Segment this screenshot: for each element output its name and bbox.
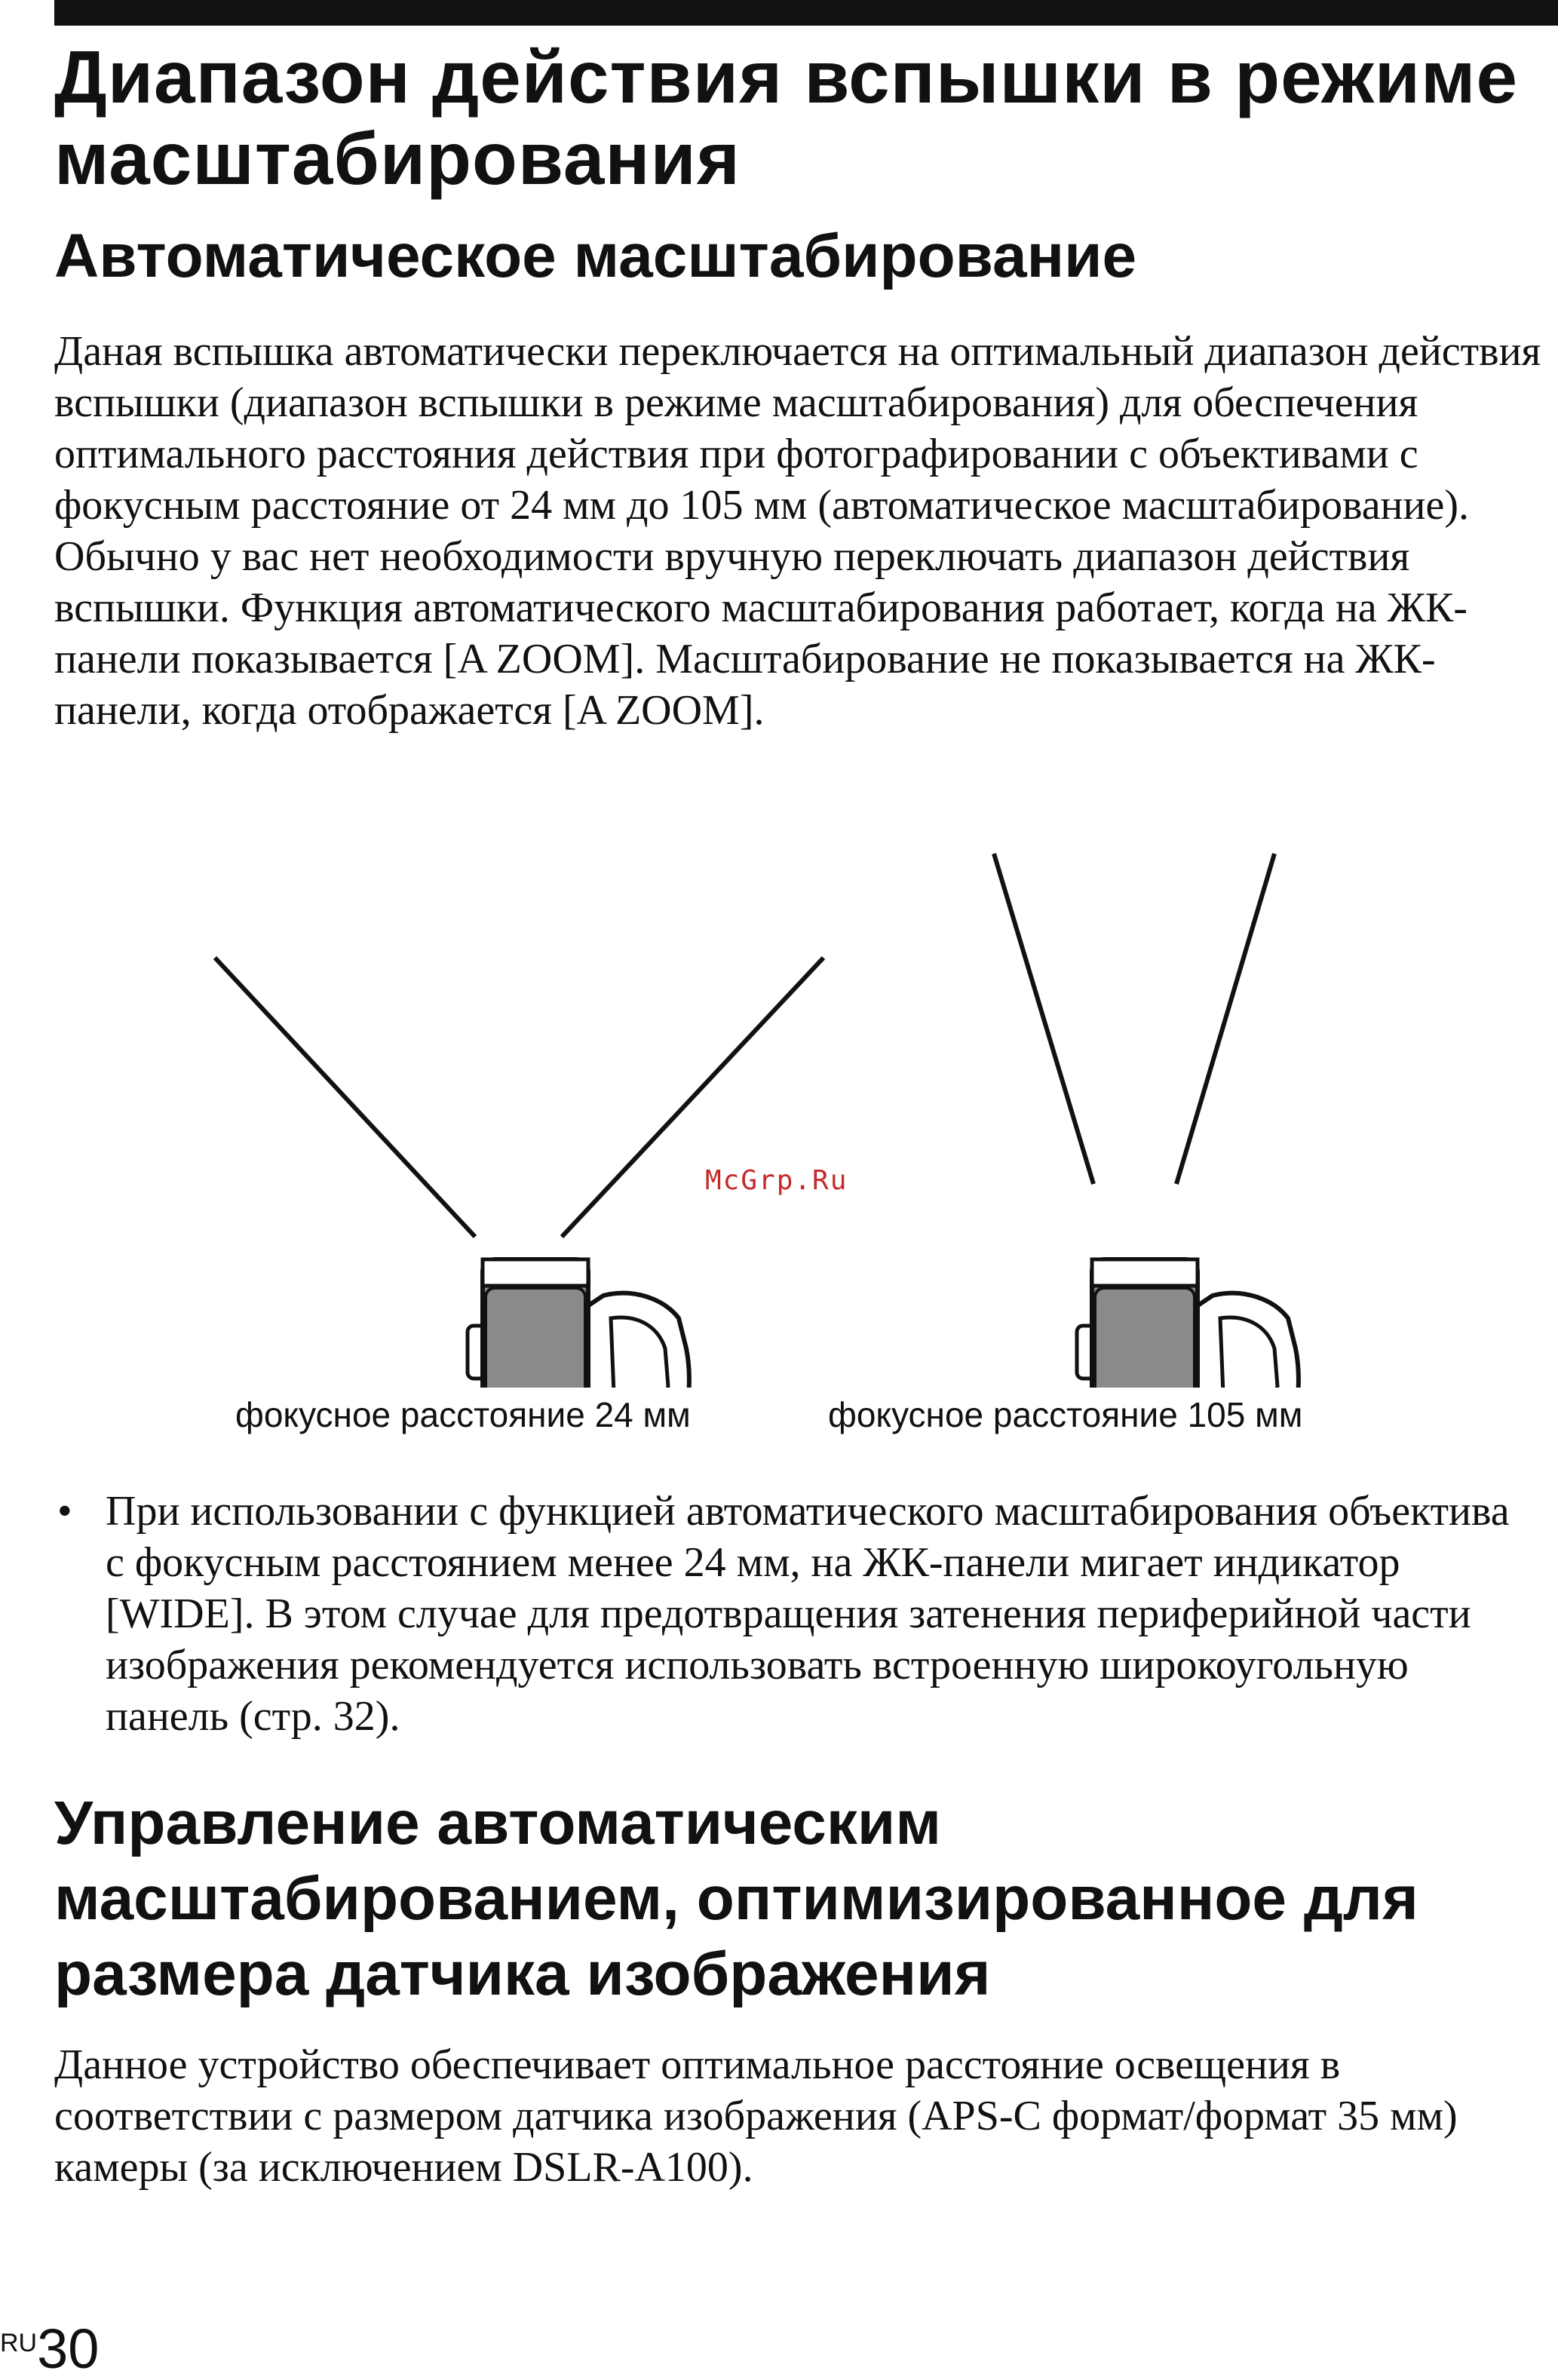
page-lang-code: RU (0, 2329, 38, 2357)
section-paragraph-sensor-zoom: Данное устройство обеспечивает оптимальное расстояние освещения в соответствии с размером датчика изображения (APS-C формат/формат 35 мм) камеры (за исключением DSLR-A100). (54, 2041, 1458, 2191)
page-title: Диапазон действия вспышки в режиме масштабирования (54, 35, 1519, 200)
page-number (0, 2317, 100, 2380)
watermark: McGrp.Ru (705, 1165, 848, 1196)
section-paragraph-auto-zoom: Даная вспышка автоматически переключается на оптимальный диапазон действия вспышки (диапазон вспышки в режиме масштабирования) для обеспечения оптимального расстояния действия при фотографировании с объективами с фокусным расстояние от 24 мм до 105 мм (автоматическое масштабирование). Обычно у вас нет необходимости вручную переключать диапазон действия вспышки. Функция автоматического масштабирования работает, когда на ЖК-панели показывается [A ZOOM]. Масштабирование не показывается на ЖК-панели, когда отображается [A ZOOM]. (54, 328, 1541, 734)
bullet-text: При использовании с функцией автоматического масштабирования объектива с фокусным расстоянием менее 24 мм, на ЖК-панели мигает индикатор [WIDE]. В этом случае для предотвращения затенения периферийной части изображения рекомендуется использовать встроенную широкоугольную панель (стр. 32). (106, 1488, 1510, 1740)
top-rule (54, 0, 1558, 26)
caption-24mm: фокусное расстояние 24 мм (235, 1395, 691, 1434)
page-number-value: 30 (37, 2317, 100, 2380)
camera-with-flash-105mm-icon (1077, 1259, 1299, 1388)
beam-line-tele-left (994, 854, 1093, 1184)
section-heading-sensor-zoom: Управление автоматическим масштабированием, оптимизированное для размера датчика изображения (54, 1789, 1418, 2008)
beam-line-tele-right (1176, 854, 1274, 1184)
bullet-dot: • (57, 1488, 72, 1535)
camera-with-flash-24mm-icon (468, 1259, 689, 1388)
beam-line-wide-left (215, 958, 475, 1237)
caption-105mm: фокусное расстояние 105 мм (828, 1395, 1303, 1434)
flash-coverage-illustration (0, 830, 1558, 1388)
section-heading-auto-zoom: Автоматическое масштабирование (54, 222, 1137, 290)
